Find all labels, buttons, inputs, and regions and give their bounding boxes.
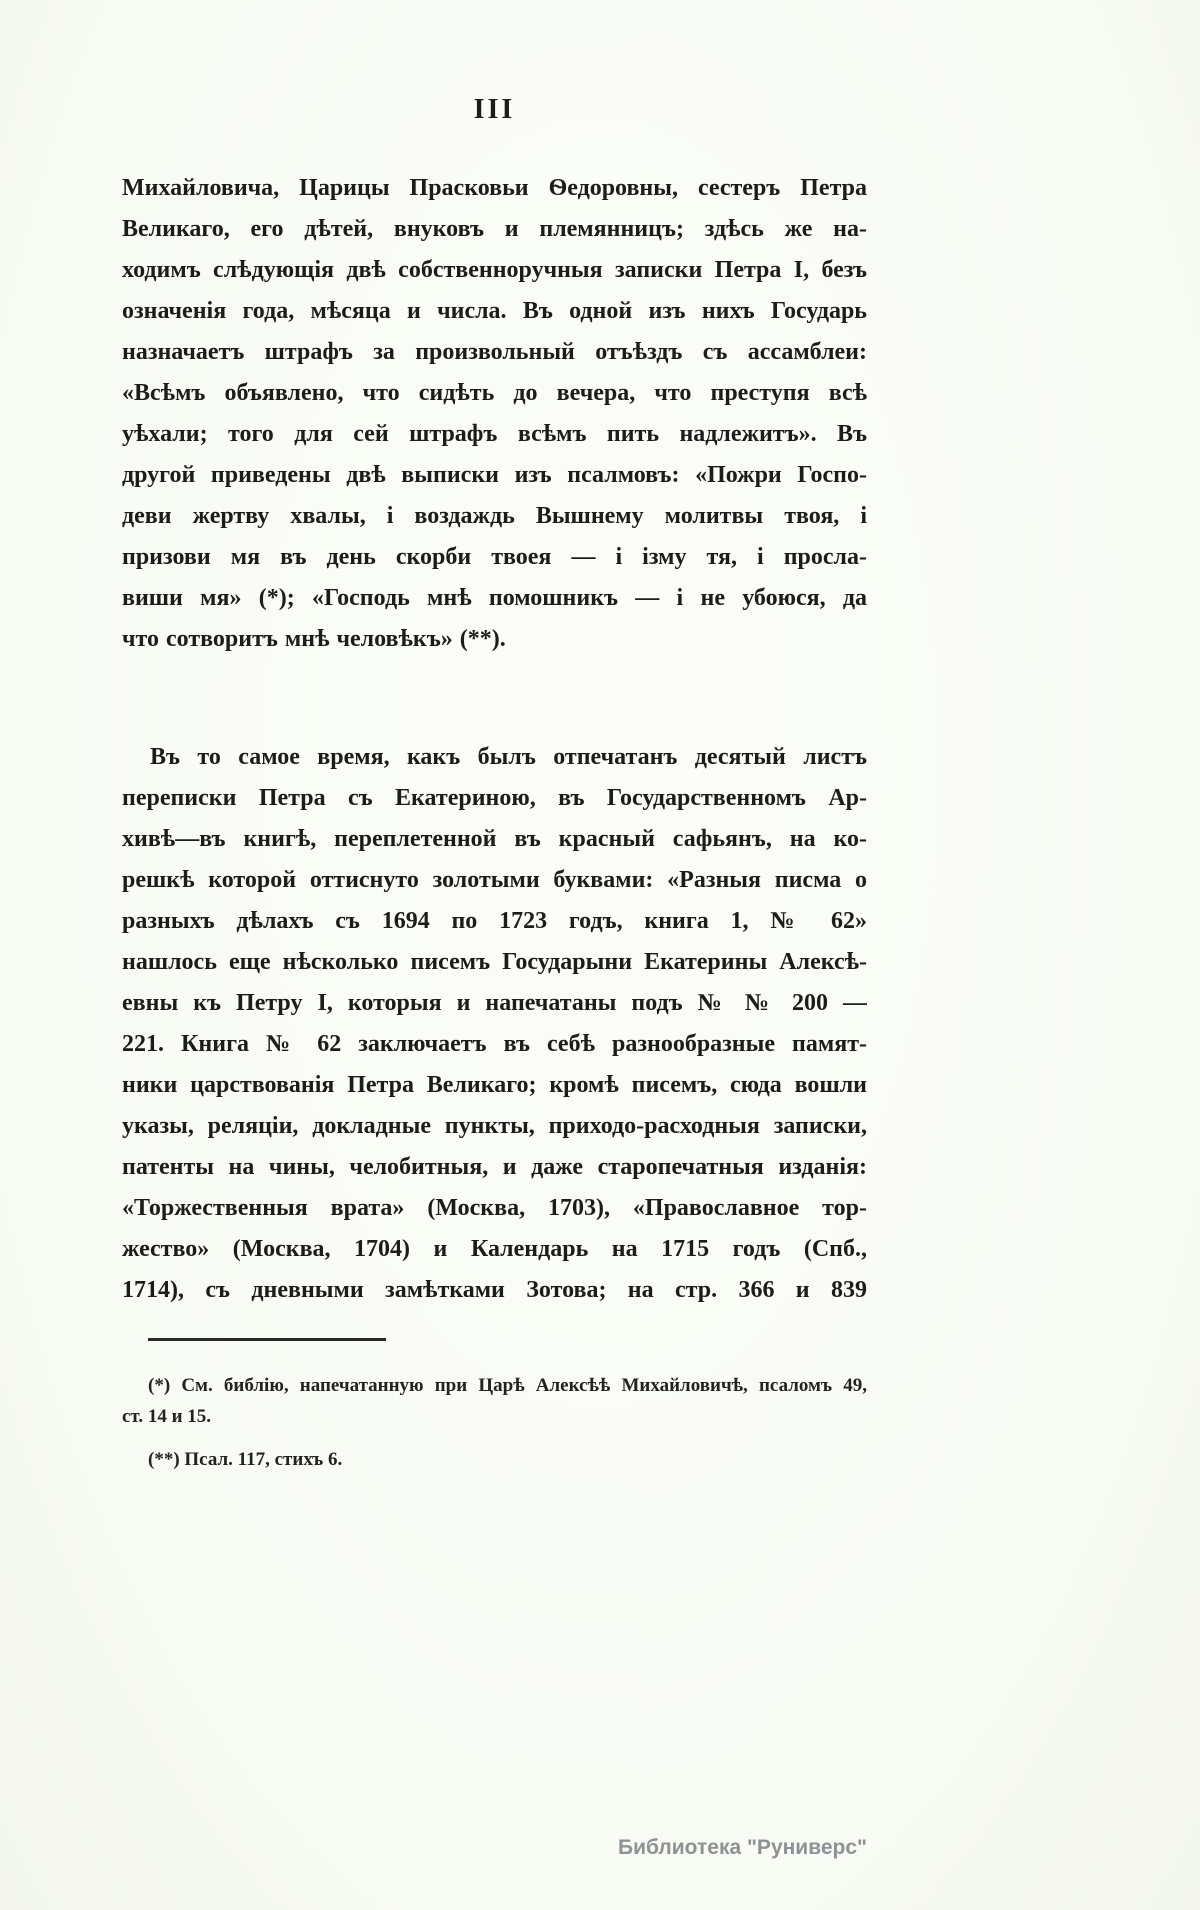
paragraph-1 (122, 168, 867, 660)
text-line: хивѣ—въ книгѣ, переплетенной въ красный сафьянъ, на ко- (122, 826, 867, 852)
footnote-1-line-1: (*) См. библію, напечатанную при Царѣ Алексѣѣ Михайловичѣ, псаломъ 49, (148, 1375, 867, 1396)
footnote-separator (148, 1338, 386, 1341)
text-line: нашлось еще нѣсколько писемъ Государыни Екатерины Алексѣ- (122, 949, 867, 975)
text-line: жество» (Москва, 1704) и Календарь на 1715 годъ (Спб., (122, 1236, 867, 1262)
text-line: указы, реляціи, докладные пункты, приходо-расходныя записки, (122, 1113, 867, 1139)
text-line: 1714), съ дневными замѣтками Зотова; на стр. 366 и 839 (122, 1277, 867, 1303)
text-line: призови мя въ день скорби твоея — і ізму тя, і просла- (122, 544, 867, 570)
text-line: что сотворитъ мнѣ человѣкъ» (**). (122, 626, 506, 652)
text-line: деви жертву хвалы, і воздаждь Вышнему молитвы твоя, і (122, 503, 867, 529)
text-line: означенія года, мѣсяца и числа. Въ одной изъ нихъ Государь (122, 298, 867, 324)
text-line: ходимъ слѣдующія двѣ собственноручныя записки Петра I, безъ (122, 257, 867, 283)
paragraph-2 (122, 737, 867, 1311)
footnotes (122, 1370, 867, 1475)
text-line: патенты на чины, челобитныя, и даже старопечатныя изданія: (122, 1154, 867, 1180)
text-line: Великаго, его дѣтей, внуковъ и племянницъ; здѣсь же на- (122, 216, 867, 242)
footnote-2: (**) Псал. 117, стихъ 6. (148, 1449, 343, 1470)
text-line: виши мя» (*); «Господь мнѣ помошникъ — і не убоюся, да (122, 585, 867, 611)
text-line: переписки Петра съ Екатериною, въ Государственномъ Ар- (122, 785, 867, 811)
page-number: III (473, 94, 516, 125)
text-line: 221. Книга № 62 заключаетъ въ себѣ разнообразные памят- (122, 1031, 867, 1057)
text-line: назначаетъ штрафъ за произвольный отъѣздъ съ ассамблеи: (122, 339, 867, 365)
text-line: разныхъ дѣлахъ съ 1694 по 1723 годъ, книга 1, № 62» (122, 908, 867, 934)
text-line: уѣхали; того для сей штрафъ всѣмъ пить надлежитъ». Въ (122, 421, 867, 447)
text-line: Въ то самое время, какъ былъ отпечатанъ десятый листъ (150, 744, 867, 770)
library-watermark: Библиотека "Руниверс" (617, 1836, 867, 1859)
text-line: «Всѣмъ объявлено, что сидѣть до вечера, что преступя всѣ (122, 380, 867, 406)
footnote-1-line-2: ст. 14 и 15. (122, 1406, 212, 1427)
text-line: другой приведены двѣ выписки изъ псалмовъ: «Пожри Госпо- (122, 462, 867, 488)
text-line: «Торжественныя врата» (Москва, 1703), «Православное тор- (122, 1195, 867, 1221)
text-line: евны къ Петру I, которыя и напечатаны подъ № № 200 — (122, 990, 867, 1016)
text-line: ники царствованія Петра Великаго; кромѣ писемъ, сюда вошли (122, 1072, 867, 1098)
text-line: решкѣ которой оттиснуто золотыми буквами: «Разныя писма о (122, 867, 867, 893)
text-line: Михайловича, Царицы Прасковьи Ѳедоровны, сестеръ Петра (122, 175, 867, 201)
